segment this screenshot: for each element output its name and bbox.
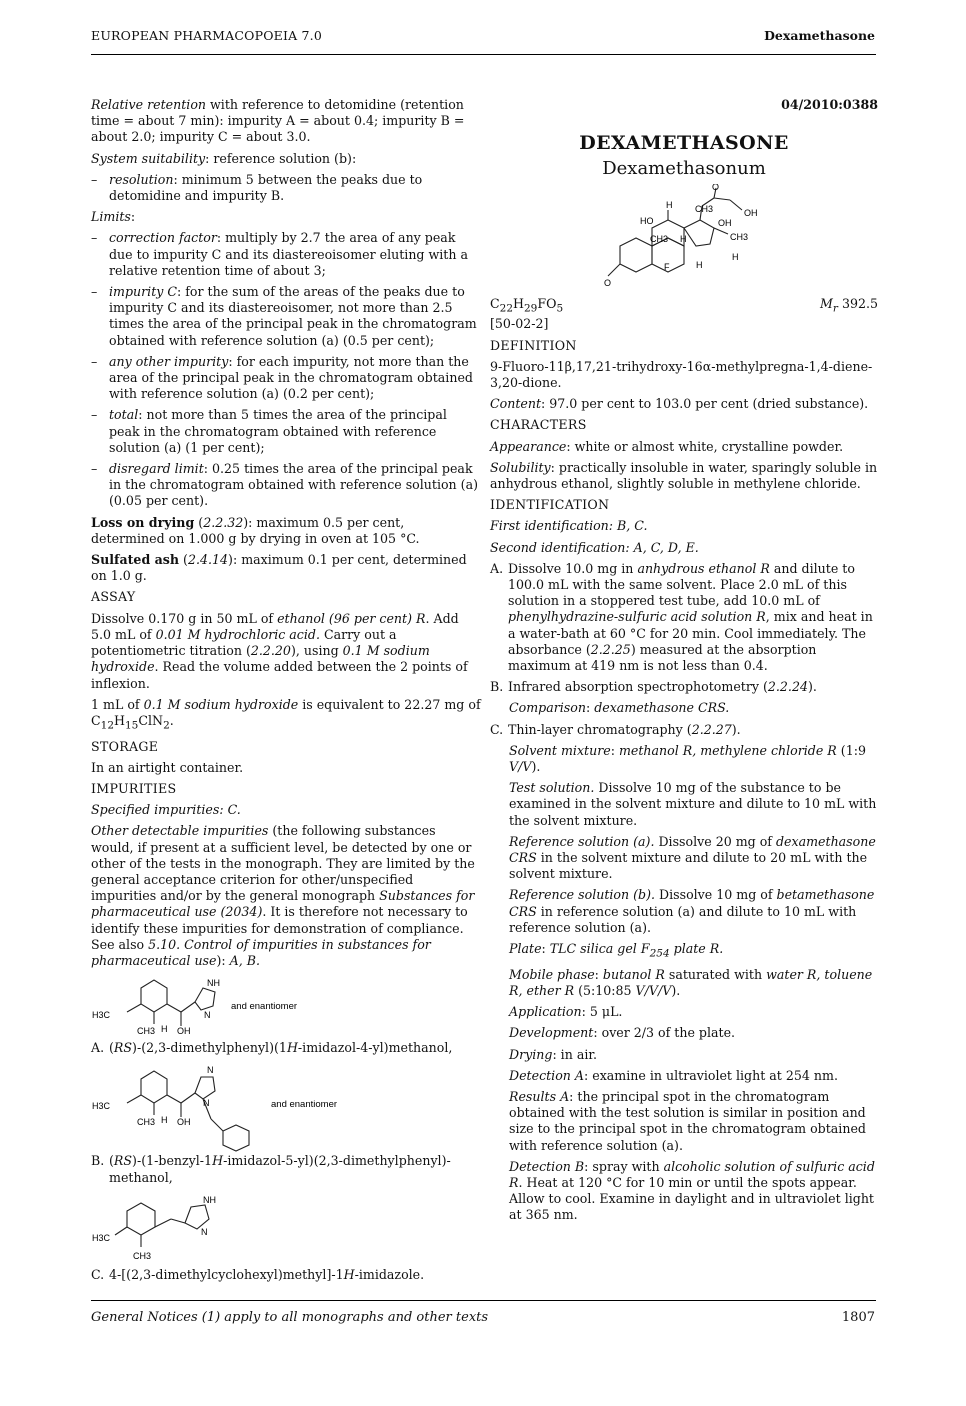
svg-text:OH: OH <box>744 207 758 218</box>
impurity-c-name: C. 4-[(2,3-dimethylcyclohexyl)methyl]-1H-imidazole. <box>91 1266 425 1282</box>
monograph-latin-name: Dexamethasonum <box>602 158 766 180</box>
mobile-phase-text: Mobile phase: butanol R saturated with water R, toluene R, ether R (5:10:85 V/V/V). <box>509 966 873 998</box>
appearance-text: Appearance: white or almost white, crystalline powder. <box>490 438 844 454</box>
right-column <box>490 97 878 1229</box>
left-column <box>91 97 481 1288</box>
running-header-title: EUROPEAN PHARMACOPOEIA 7.0 <box>91 28 322 43</box>
svg-text:NH: NH <box>207 978 220 989</box>
impurity-c-structure <box>91 1191 481 1267</box>
definition-text: 9-Fluoro-11β,17,21-trihydroxy-16α-methylpregna-1,4-diene-3,20-dione. <box>490 358 873 390</box>
storage-text: In an airtight container. <box>91 759 244 775</box>
limit-total: – total: not more than 5 times the area of the principal peak in the chromatogram obtained with reference solution (a) (1 per cent); <box>91 407 481 456</box>
limit-disregard: – disregard limit: 0.25 times the area of the principal peak in the chromatogram obtained with reference solution (a) (0.05 per cent). <box>91 461 481 510</box>
svg-text:and enantiomer: and enantiomer <box>271 1099 338 1111</box>
detection-a-text: Detection A: examine in ultraviolet light at 254 nm. <box>509 1067 838 1083</box>
svg-text:H3C: H3C <box>92 1010 111 1021</box>
identification-b: B. Infrared absorption spectrophotometry (2.2.24). <box>490 679 817 695</box>
first-identification: First identification: B, C. <box>490 518 648 534</box>
impurity-b-name: B. (RS)-(1-benzyl-1H-imidazol-5-yl)(2,3-dimethylphenyl)-methanol, <box>91 1153 451 1185</box>
second-identification: Second identification: A, C, D, E. <box>490 539 699 555</box>
molecular-formula: $C_{22}H_{29}FO_5$ <box>490 295 564 315</box>
svg-text:NH: NH <box>203 1194 216 1205</box>
svg-text:O: O <box>604 277 612 288</box>
plate-text: Plate: TLC silica gel $F_{254}$ plate R. <box>509 941 724 960</box>
svg-text:N: N <box>204 1010 211 1021</box>
impurity-b-structure <box>91 1061 481 1153</box>
resolution-item: – resolution: minimum 5 between the peaks due to detomidine and impurity B. <box>91 172 481 204</box>
limit-impurity-c: – impurity C: for the sum of the areas of the peaks due to impurity C and its diastereoisomer, not more than 2.5 times the area of the principal peak in the chromatogram obtained with reference solution (a) (0.5 per cent); <box>91 284 481 349</box>
application-text: Application: 5 μL. <box>509 1004 623 1020</box>
assay-text: Dissolve 0.170 g in 50 mL of ethanol (96 per cent) R. Add 5.0 mL of 0.01 M hydrochloric acid. Carry out a potentiometric titration (2.2.20), using 0.1 M sodium hydroxide. Read the volume added between the 2 points of inflexion. <box>91 610 468 691</box>
identification-c: C. Thin-layer chromatography (2.2.27). <box>490 721 741 737</box>
svg-text:H3C: H3C <box>92 1232 111 1243</box>
content-text: Content: 97.0 per cent to 103.0 per cent (dried substance). <box>490 396 869 412</box>
svg-text:F: F <box>664 261 670 272</box>
detection-b-text: Detection B: spray with alcoholic solution of sulfuric acid R. Heat at 120 °C for 10 min or until the spots appear. Allow to cool. Examine in daylight and in ultraviolet light at 365 nm. <box>509 1158 875 1223</box>
svg-text:CH3: CH3 <box>695 203 714 214</box>
svg-text:N: N <box>201 1226 208 1237</box>
svg-text:N: N <box>207 1065 214 1076</box>
results-a-text: Results A: the principal spot in the chromatogram obtained with the test solution is similar in position and size to the principal spot in the chromatogram obtained with reference solution (a). <box>509 1088 866 1153</box>
cas-number: [50-02-2] <box>490 316 549 332</box>
svg-text:CH3: CH3 <box>730 231 749 242</box>
reference-solution-b-text: Reference solution (b). Dissolve 10 mg of betamethasone CRS in reference solution (a) and dilute to 10 mL with reference solution (a). <box>509 887 875 935</box>
loss-on-drying: Loss on drying (2.2.32): maximum 0.5 per cent, determined on 1.000 g by drying in oven at 105 °C. <box>91 514 420 546</box>
svg-text:OH: OH <box>177 1026 191 1037</box>
relative-retention-text: Relative retention with reference to detomidine (retention time = about 7 min): impurity A = about 0.4; impurity B = about 2.0; impurity C = about 3.0. <box>91 97 465 145</box>
page-number: 1807 <box>841 1310 875 1325</box>
limit-any-other-impurity: – any other impurity: for each impurity, not more than the area of the principal peak in the chromatogram obtained with reference solution (a) (0.2 per cent); <box>91 354 481 403</box>
reference-solution-a-text: Reference solution (a). Dissolve 20 mg of dexamethasone CRS in the solvent mixture and dilute to 20 mL with the solvent mixture. <box>509 833 876 882</box>
svg-text:N: N <box>203 1098 210 1109</box>
solubility-text: Solubility: practically insoluble in water, sparingly soluble in anhydrous ethanol, slightly soluble in methylene chloride. <box>490 459 878 491</box>
relative-molecular-mass: $M_r$ 392.5 <box>820 295 878 315</box>
svg-text:CH3: CH3 <box>650 233 669 244</box>
specified-impurities: Specified impurities: C. <box>91 802 241 818</box>
svg-text:H: H <box>696 259 703 270</box>
svg-text:H: H <box>732 251 739 262</box>
svg-text:H: H <box>666 199 673 210</box>
svg-text:CH3: CH3 <box>137 1026 156 1037</box>
monograph-id: 04/2010:0388 <box>781 97 878 112</box>
impurities-heading: IMPURITIES <box>91 781 177 797</box>
footer-note: General Notices (1) apply to all monographs and other texts <box>91 1310 489 1325</box>
svg-text:HO: HO <box>640 215 654 226</box>
svg-text:CH3: CH3 <box>133 1250 152 1261</box>
dexamethasone-structure <box>490 184 878 296</box>
assay-heading: ASSAY <box>91 589 136 605</box>
limits-label: Limits: <box>91 209 136 225</box>
definition-heading: DEFINITION <box>490 337 577 353</box>
svg-text:OH: OH <box>177 1117 191 1128</box>
test-solution-text: Test solution. Dissolve 10 mg of the substance to be examined in the solvent mixture and dilute to 10 mL with the solvent mixture. <box>509 780 877 828</box>
impurity-a-structure <box>91 974 481 1040</box>
running-header-monograph: Dexamethasone <box>764 28 875 43</box>
other-detectable-impurities: Other detectable impurities (the following substances would, if present at a sufficient level, be detected by one or other of the tests in the monograph. They are limited by the general acceptance criterion for other/unspecified impurities and/or by the general monograph Substances for pharmaceutical use (2034). It is therefore not necessary to identify these impurities for demonstration of compliance. See also 5.10. Control of impurities in substances for pharmaceutical use): A, B. <box>91 823 475 969</box>
sulfated-ash: Sulfated ash (2.4.14): maximum 0.1 per cent, determined on 1.0 g. <box>91 552 467 584</box>
limit-correction-factor: – correction factor: multiply by 2.7 the area of any peak due to impurity C and its diastereoisomer eluting with a relative retention time of about 3; <box>91 230 481 279</box>
drying-text: Drying: in air. <box>509 1046 598 1062</box>
svg-text:and enantiomer: and enantiomer <box>231 1001 298 1013</box>
system-suitability-text: System suitability: reference solution (b): <box>91 150 357 166</box>
footer-rule <box>91 1300 876 1301</box>
impurity-a-name: A. (RS)-(2,3-dimethylphenyl)(1H-imidazol-4-yl)methanol, <box>91 1040 453 1056</box>
svg-text:H: H <box>161 1024 168 1035</box>
svg-text:H: H <box>161 1115 168 1126</box>
storage-heading: STORAGE <box>91 738 159 754</box>
development-text: Development: over 2/3 of the plate. <box>509 1025 736 1041</box>
svg-text:OH: OH <box>718 217 732 228</box>
svg-text:O: O <box>712 183 720 192</box>
header-rule <box>91 54 876 55</box>
characters-heading: CHARACTERS <box>490 417 587 433</box>
identification-a: A. Dissolve 10.0 mg in anhydrous ethanol R and dilute to 100.0 mL with the same solvent. Place 2.0 mL of this solution in a stoppered test tube, add 10.0 mL of phenylhydrazine-sulfuric acid solution R, mix and heat in a water-bath at 60 °C for 20 min. Cool immediately. The absorbance (2.2.25) measured at the absorption maximum at 419 nm is not less than 0.4. <box>490 560 873 673</box>
svg-text:CH3: CH3 <box>137 1117 156 1128</box>
formula-row <box>490 296 878 317</box>
identification-heading: IDENTIFICATION <box>490 497 610 513</box>
svg-text:H3C: H3C <box>92 1101 111 1112</box>
solvent-mixture-text: Solvent mixture: methanol R, methylene chloride R (1:9 V/V). <box>509 742 866 774</box>
comparison-text: Comparison: dexamethasone CRS. <box>509 700 730 716</box>
monograph-title: DEXAMETHASONE <box>579 132 789 155</box>
svg-text:H: H <box>680 233 687 244</box>
assay-equivalence: 1 mL of 0.1 M sodium hydroxide is equivalent to 22.27 mg of $C_{12}H_{15}ClN_2$. <box>91 696 481 732</box>
